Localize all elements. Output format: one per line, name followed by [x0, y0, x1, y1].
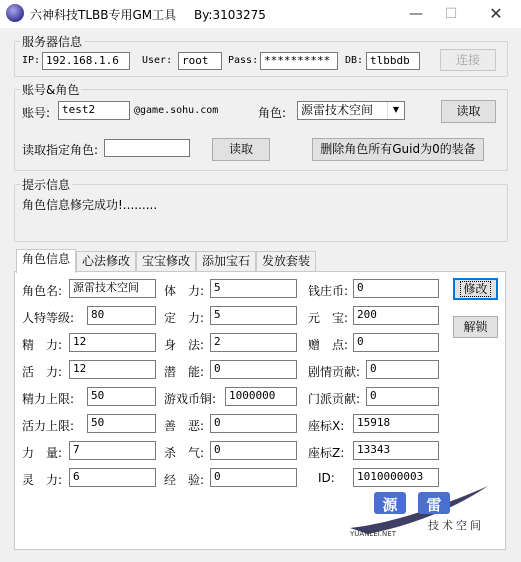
energy-max-label: 精力上限:	[22, 392, 75, 406]
focus-field[interactable]: 5	[210, 306, 297, 325]
role-name-label: 角色名:	[22, 284, 63, 298]
account-field[interactable]: test2	[58, 101, 130, 120]
unlock-button[interactable]: 解锁	[453, 316, 498, 338]
level-label: 人特等级:	[22, 311, 75, 325]
delete-guid0-equipment-button[interactable]: 删除角色所有Guid为0的装备	[312, 138, 484, 161]
db-label: DB:	[345, 55, 364, 66]
yuanbao-label: 元 宝:	[308, 311, 349, 325]
energy-field[interactable]: 12	[69, 333, 156, 352]
tab-pet[interactable]: 宝宝修改	[136, 251, 196, 271]
level-field[interactable]: 80	[87, 306, 156, 325]
kill-aura-field[interactable]: 0	[210, 441, 297, 460]
account-legend: 账号&角色	[22, 83, 80, 97]
coord-z-field[interactable]: 13343	[353, 441, 439, 460]
notice-message: 角色信息修完成功!.........	[22, 198, 158, 212]
password-field[interactable]: **********	[260, 52, 338, 70]
agility-label: 身 法:	[164, 338, 205, 352]
vigor-max-label: 活力上限:	[22, 419, 75, 433]
experience-field[interactable]: 0	[210, 468, 297, 487]
potential-label: 潜 能:	[164, 365, 205, 379]
account-domain: @game.sohu.com	[134, 105, 219, 116]
stamina-label: 体 力:	[164, 284, 205, 298]
karma-field[interactable]: 0	[210, 414, 297, 433]
notice-legend: 提示信息	[22, 178, 71, 192]
watermark-brand-left: 源	[382, 496, 398, 514]
user-label: User:	[142, 55, 173, 66]
potential-field[interactable]: 0	[210, 360, 297, 379]
read-role-button[interactable]: 读取	[441, 100, 496, 123]
experience-label: 经 验:	[164, 473, 205, 487]
agility-field[interactable]: 2	[210, 333, 297, 352]
coord-x-label: 座标X:	[308, 419, 345, 433]
sect-contribution-label: 门派贡献:	[308, 392, 361, 406]
spirit-field[interactable]: 6	[69, 468, 156, 487]
modify-button[interactable]	[453, 278, 498, 300]
id-field[interactable]: 1010000003	[353, 468, 439, 487]
vigor-label: 活 力:	[22, 365, 63, 379]
db-field[interactable]: tlbbdb	[366, 52, 420, 70]
tab-role-info[interactable]: 角色信息	[16, 249, 76, 273]
game-coin-label: 游戏币铜:	[164, 392, 217, 406]
watermark-brand-right: 雷	[426, 496, 442, 514]
ip-field[interactable]: 192.168.1.6	[42, 52, 130, 70]
bank-coin-label: 钱庄币:	[308, 284, 349, 298]
close-button[interactable]: ✕	[489, 4, 503, 23]
role-name-field[interactable]: 源雷技术空间	[69, 279, 156, 298]
tab-add-gem[interactable]: 添加宝石	[196, 251, 256, 271]
connect-button[interactable]: 连接	[440, 49, 496, 71]
focus-label: 定 力:	[164, 311, 205, 325]
gift-points-field[interactable]: 0	[353, 333, 439, 352]
app-icon	[6, 4, 24, 22]
vigor-field[interactable]: 12	[69, 360, 156, 379]
gift-points-label: 赠 点:	[308, 338, 349, 352]
coord-x-field[interactable]: 15918	[353, 414, 439, 433]
read-specified-role-button[interactable]: 读取	[212, 138, 270, 161]
notice-group	[14, 184, 508, 242]
maximize-button[interactable]: ☐	[444, 6, 458, 22]
minimize-button[interactable]: —	[409, 6, 423, 22]
window-author: By:3103275	[193, 8, 266, 22]
window-title-text: 六神科技TLBB专用GM工具	[30, 8, 177, 22]
coord-z-label: 座标Z:	[308, 446, 345, 460]
tab-xinfa[interactable]: 心法修改	[76, 251, 136, 271]
window-title	[30, 6, 266, 23]
vigor-max-field[interactable]: 50	[87, 414, 156, 433]
spirit-label: 灵 力:	[22, 473, 63, 487]
energy-label: 精 力:	[22, 338, 63, 352]
energy-max-field[interactable]: 50	[87, 387, 156, 406]
story-contribution-field[interactable]: 0	[366, 360, 439, 379]
read-specified-role-label: 读取指定角色:	[22, 143, 99, 157]
pass-label: Pass:	[228, 55, 259, 66]
strength-label: 力 量:	[22, 446, 63, 460]
karma-label: 善 恶:	[164, 419, 205, 433]
kill-aura-label: 杀 气:	[164, 446, 205, 460]
account-label: 账号:	[22, 106, 51, 120]
strength-field[interactable]: 7	[69, 441, 156, 460]
server-legend: 服务器信息	[22, 35, 83, 49]
story-contribution-label: 剧情贡献:	[308, 365, 361, 379]
tab-issue-set[interactable]: 发放套装	[256, 251, 316, 271]
bank-coin-field[interactable]: 0	[353, 279, 439, 298]
user-field[interactable]: root	[178, 52, 222, 70]
id-label: ID:	[318, 471, 335, 485]
specified-role-field[interactable]	[104, 139, 190, 157]
yuanbao-field[interactable]: 200	[353, 306, 439, 325]
stamina-field[interactable]: 5	[210, 279, 297, 298]
chevron-down-icon[interactable]: ▼	[387, 102, 404, 119]
watermark-url: YUANLEI.NET	[350, 530, 396, 538]
watermark-logo	[348, 484, 498, 542]
role-select-value: 源雷技术空间	[301, 103, 374, 117]
sect-contribution-field[interactable]: 0	[366, 387, 439, 406]
watermark-subtitle: 技术空间	[428, 519, 484, 532]
ip-label: IP:	[22, 55, 41, 66]
role-label: 角色:	[258, 106, 287, 120]
role-select[interactable]	[297, 101, 405, 120]
game-coin-field[interactable]: 1000000	[225, 387, 297, 406]
modify-button-label: 修改	[460, 281, 490, 297]
